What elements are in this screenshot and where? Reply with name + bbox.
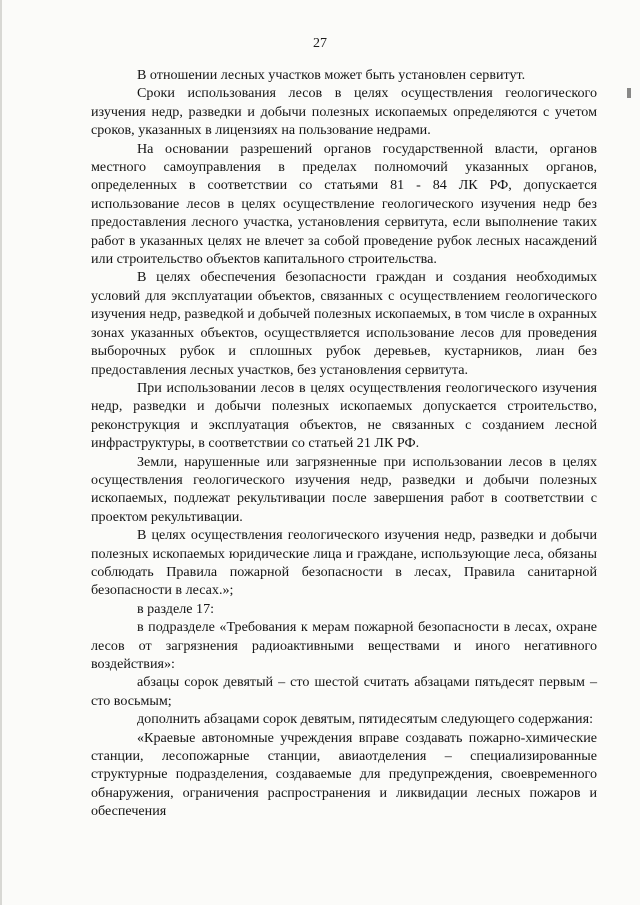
scan-left-edge (0, 0, 2, 905)
paragraph-addition: дополнить абзацами сорок девятым, пятидесятым следующего содержания: (137, 711, 593, 728)
paragraph-usage-terms: Сроки использования лесов в целях осуществления геологического изучения недр, разведки и добычи полезных ископаемых определяются с учетом сроков, указанных в лицензиях на пользование недрами. (91, 85, 597, 139)
paragraph-autonomous-institutions: «Краевые автономные учреждения вправе создавать пожарно-химические станции, лесопожарные станции, авиаотделения – специализированные структурные подразделения, создаваемые для предупреждения, своевременного обнаружения, ограничения распространения и ликвидации лесных пожаров и обеспечения (91, 729, 597, 820)
paragraph-subsection: в подразделе «Требования к мерам пожарной безопасности в лесах, охране лесов от загрязнения радиоактивными веществами и иного негативного воздействия»: (91, 619, 597, 672)
page-number: 27 (313, 36, 327, 51)
paragraph-fire-rules: В целях осуществления геологического изучения недр, разведки и добычи полезных ископаемых юридические лица и граждане, использующие леса, обязаны соблюдать Правила пожарной безопасности в лесах, Правила санитарной безопасности в лесах.»; (91, 527, 597, 599)
paragraph-servitude: В отношении лесных участков может быть установлен сервитут. (137, 67, 526, 83)
scan-edge-mark (627, 88, 631, 98)
paragraph-permits: На основании разрешений органов государственной власти, органов местного самоуправления в пределах полномочий указанных органов, определенных в соответствии со статьями 81 - 84 ЛК РФ, допускается использование лесов в целях осуществление геологического изучения недр без предоставления лесного участка, установления сервитута, если выполнение таких работ в указанных целях не влечет за собой проведение рубок лесных насаждений или строительство объектов капитального строительства. (91, 140, 597, 268)
paragraph-section-17: в разделе 17: (137, 600, 215, 617)
paragraph-safety: В целях обеспечения безопасности граждан и создания необходимых условий для эксплуатации объектов, связанных с осуществлением геологического изучения недр, разведкой и добычей полезных ископаемых, в том числе в охранных зонах указанных объектов, осуществляется использование лесов для проведения выборочных рубок и сплошных рубок деревьев, кустарников, лиан без предоставления лесных участков, без установления сервитута. (91, 269, 597, 378)
document-body (91, 66, 597, 821)
paragraph-renumbering: абзацы сорок девятый – сто шестой считать абзацами пятьдесят первым – сто восьмым; (91, 674, 597, 709)
paragraph-construction: При использовании лесов в целях осуществления геологического изучения недр, разведки и добычи полезных ископаемых допускается строительство, реконструкция и эксплуатация объектов, не связанных с созданием лесной инфраструктуры, в соответствии со статьей 21 ЛК РФ. (91, 379, 597, 452)
paragraph-reclamation: Земли, нарушенные или загрязненные при использовании лесов в целях осуществления геологического изучения недр, разведки и добычи полезных ископаемых, подлежат рекультивации после завершения работ в соответствии с проектом рекультивации. (91, 453, 597, 525)
